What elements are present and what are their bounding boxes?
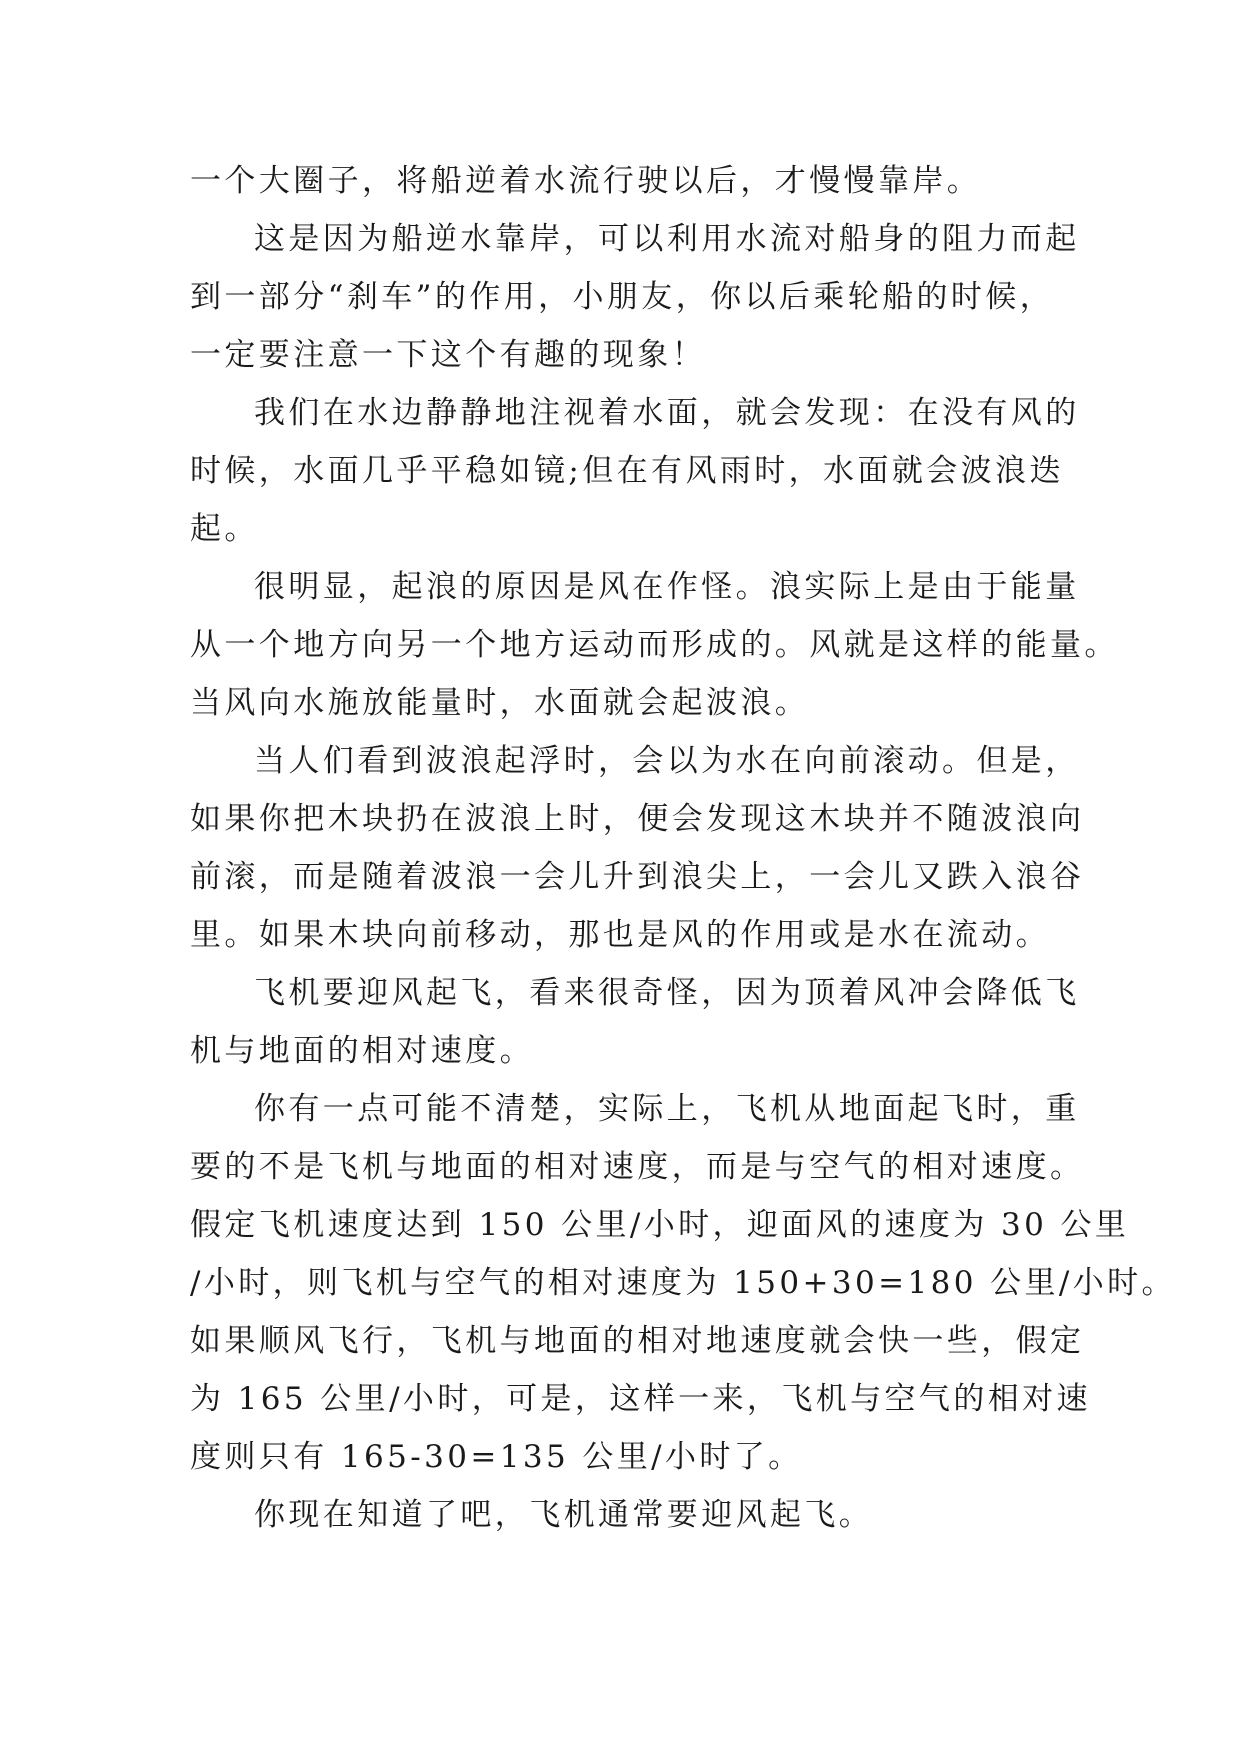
text-line: 飞机要迎风起飞，看来很奇怪，因为顶着风冲会降低飞 <box>254 975 1080 1011</box>
text-line: 机与地面的相对速度。 <box>190 1033 534 1069</box>
paragraph-5 <box>190 732 1085 964</box>
paragraph-1 <box>190 152 1052 210</box>
text-line: 很明显，起浪的原因是风在作怪。浪实际上是由于能量 <box>254 569 1080 605</box>
text-line: 当风向水施放能量时，水面就会起波浪。 <box>190 685 810 721</box>
paragraph-6 <box>190 964 1080 1080</box>
text-line: 我们在水边静静地注视着水面，就会发现：在没有风的 <box>254 395 1080 431</box>
text-line: 一个大圈子，将船逆着水流行驶以后，才慢慢靠岸。 <box>190 163 982 199</box>
text-line: 里。如果木块向前移动，那也是风的作用或是水在流动。 <box>190 917 1050 953</box>
paragraph-3 <box>190 384 1080 558</box>
text-line: 这是因为船逆水靠岸，可以利用水流对船身的阻力而起 <box>254 221 1080 257</box>
paragraph-4 <box>190 558 1119 732</box>
text-line: 一定要注意一下这个有趣的现象！ <box>190 337 706 373</box>
text-line: /小时，则飞机与空气的相对速度为 150+30=180 公里/小时。 <box>190 1265 1176 1301</box>
text-line: 你现在知道了吧，飞机通常要迎风起飞。 <box>254 1497 874 1533</box>
text-line: 要的不是飞机与地面的相对速度，而是与空气的相对速度。 <box>190 1149 1085 1185</box>
text-line: 为 165 公里/小时，可是，这样一来，飞机与空气的相对速 <box>190 1381 1091 1417</box>
text-line: 当人们看到波浪起浮时，会以为水在向前滚动。但是， <box>254 743 1080 779</box>
text-line: 起。 <box>190 511 259 547</box>
text-line: 你有一点可能不清楚，实际上，飞机从地面起飞时，重 <box>254 1091 1080 1127</box>
text-line: 度则只有 165-30=135 公里/小时了。 <box>190 1439 803 1475</box>
text-line: 如果顺风飞行，飞机与地面的相对地速度就会快一些，假定 <box>190 1323 1085 1359</box>
paragraph-7 <box>190 1080 1176 1486</box>
text-line: 假定飞机速度达到 150 公里/小时，迎面风的速度为 30 公里 <box>190 1207 1130 1243</box>
paragraph-8 <box>190 1486 1052 1544</box>
text-line: 到一部分“刹车”的作用，小朋友，你以后乘轮船的时候， <box>190 279 1055 315</box>
body-text <box>190 152 1176 1544</box>
text-line: 从一个地方向另一个地方运动而形成的。风就是这样的能量。 <box>190 627 1119 663</box>
text-line: 时候，水面几乎平稳如镜;但在有风雨时，水面就会波浪迭 <box>190 453 1064 489</box>
text-line: 如果你把木块扔在波浪上时，便会发现这木块并不随波浪向 <box>190 801 1085 837</box>
text-line: 前滚，而是随着波浪一会儿升到浪尖上，一会儿又跌入浪谷 <box>190 859 1085 895</box>
paragraph-2 <box>190 210 1080 384</box>
